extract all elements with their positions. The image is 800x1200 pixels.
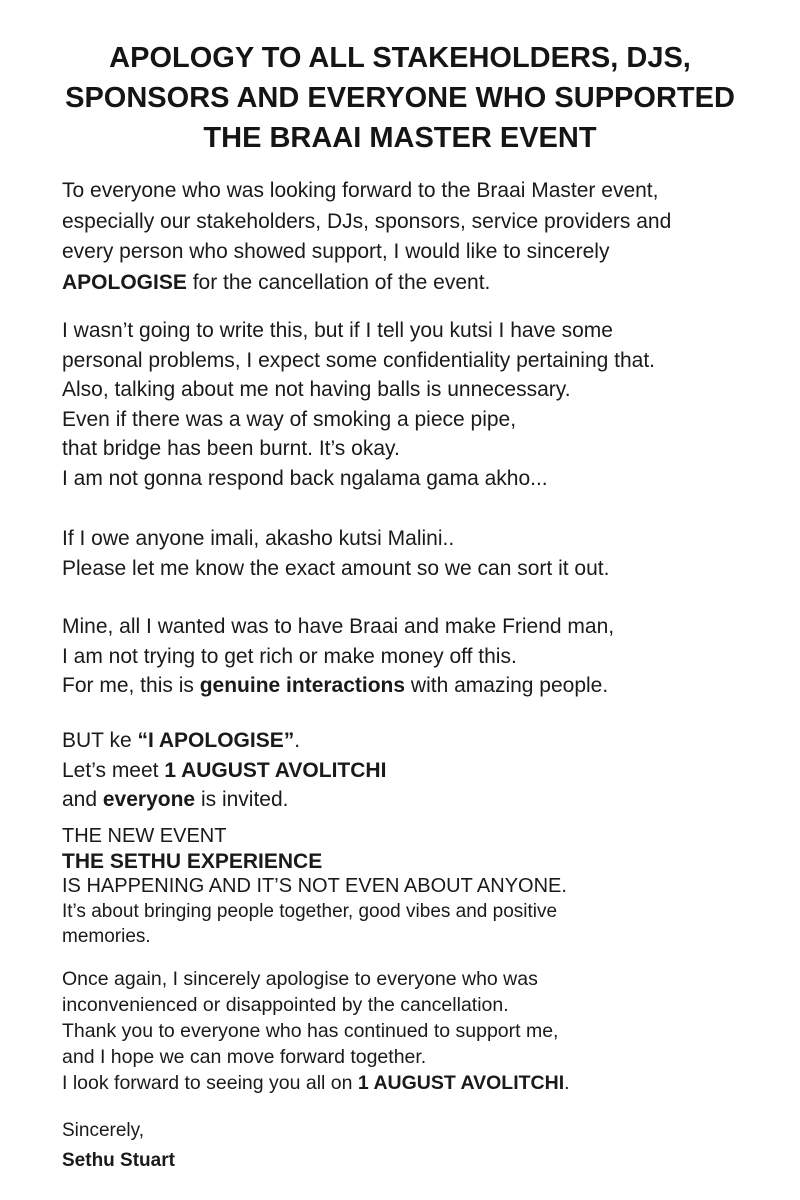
text-fragment: Let’s meet xyxy=(62,758,165,782)
text-line: I am not gonna respond back ngalama gama akho... xyxy=(62,466,548,490)
signoff-closing: Sincerely, xyxy=(62,1120,145,1141)
text-line: Mine, all I wanted was to have Braai and make Friend man, xyxy=(62,615,615,638)
text-line: IS HAPPENING AND IT’S NOT EVEN ABOUT ANYONE. xyxy=(62,875,567,897)
emphasis-everyone: everyone xyxy=(102,788,196,811)
paragraph-money-owed xyxy=(62,524,762,583)
text-line: Please let me know the exact amount so we can sort it out. xyxy=(62,556,610,580)
text-fragment: for the cancellation of the event. xyxy=(186,270,491,294)
title-line-3: THE BRAAI MASTER EVENT xyxy=(203,122,597,154)
text-line: especially our stakeholders, DJs, sponsors, service providers and xyxy=(62,209,672,233)
signoff-name: Sethu Stuart xyxy=(62,1150,175,1171)
text-line xyxy=(62,1070,762,1096)
text-fragment: For me, this is xyxy=(62,674,200,697)
text-line: and I hope we can move forward together. xyxy=(62,1046,427,1068)
new-event-name: THE SETHU EXPERIENCE xyxy=(62,850,323,873)
text-line: every person who showed support, I would like to sincerely xyxy=(62,240,610,263)
text-fragment: . xyxy=(294,729,301,752)
text-line: that bridge has been burnt. It’s okay. xyxy=(62,437,400,460)
text-line xyxy=(62,671,762,701)
paragraph-apology-intro xyxy=(62,176,762,298)
signoff xyxy=(62,1116,762,1176)
paragraph-closing-apology xyxy=(62,966,762,1096)
event-date: 1 AUGUST AVOLITCHI xyxy=(164,758,387,782)
text-line xyxy=(62,785,762,815)
title-line-2: SPONSORS AND EVERYONE WHO SUPPORTED xyxy=(65,82,735,114)
text-fragment: . xyxy=(564,1072,570,1094)
text-fragment: with amazing people. xyxy=(405,674,609,697)
emphasis-apologise: APOLOGISE xyxy=(62,270,187,294)
text-line: I wasn’t going to write this, but if I tell you kutsi I have some xyxy=(62,319,613,342)
text-line: Thank you to everyone who has continued to support me, xyxy=(62,1020,559,1042)
text-fragment: and xyxy=(62,788,103,811)
text-line: To everyone who was looking forward to the Braai Master event, xyxy=(62,179,659,202)
text-fragment: is invited. xyxy=(195,788,289,811)
text-line: Also, talking about me not having balls is unnecessary. xyxy=(62,378,571,401)
text-line: If I owe anyone imali, akasho kutsi Malini.. xyxy=(62,527,455,550)
event-date: 1 AUGUST AVOLITCHI xyxy=(357,1072,565,1094)
letter-title xyxy=(40,38,760,158)
paragraph-invitation xyxy=(62,726,762,815)
text-line xyxy=(62,726,762,756)
text-line: memories. xyxy=(62,926,151,947)
text-line: THE NEW EVENT xyxy=(62,825,227,847)
emphasis-genuine-interactions: genuine interactions xyxy=(199,674,406,697)
text-line: personal problems, I expect some confidentiality pertaining that. xyxy=(62,348,655,372)
title-line-1: APOLOGY TO ALL STAKEHOLDERS, DJS, xyxy=(109,42,691,74)
text-line: inconvenienced or disappointed by the cancellation. xyxy=(62,994,509,1016)
text-line xyxy=(62,756,762,786)
text-fragment: BUT ke xyxy=(62,729,138,752)
text-line: I am not trying to get rich or make money off this. xyxy=(62,644,517,668)
text-line: It’s about bringing people together, good vibes and positive xyxy=(62,901,558,922)
text-line: Once again, I sincerely apologise to everyone who was xyxy=(62,968,538,990)
text-fragment: I look forward to seeing you all on xyxy=(62,1072,358,1094)
emphasis-i-apologise: “I APOLOGISE” xyxy=(137,729,295,752)
text-line: Even if there was a way of smoking a piece pipe, xyxy=(62,407,517,431)
text-line xyxy=(62,268,762,299)
paragraph-intentions xyxy=(62,612,762,701)
paragraph-personal-problems xyxy=(62,316,762,493)
paragraph-new-event xyxy=(62,824,762,949)
